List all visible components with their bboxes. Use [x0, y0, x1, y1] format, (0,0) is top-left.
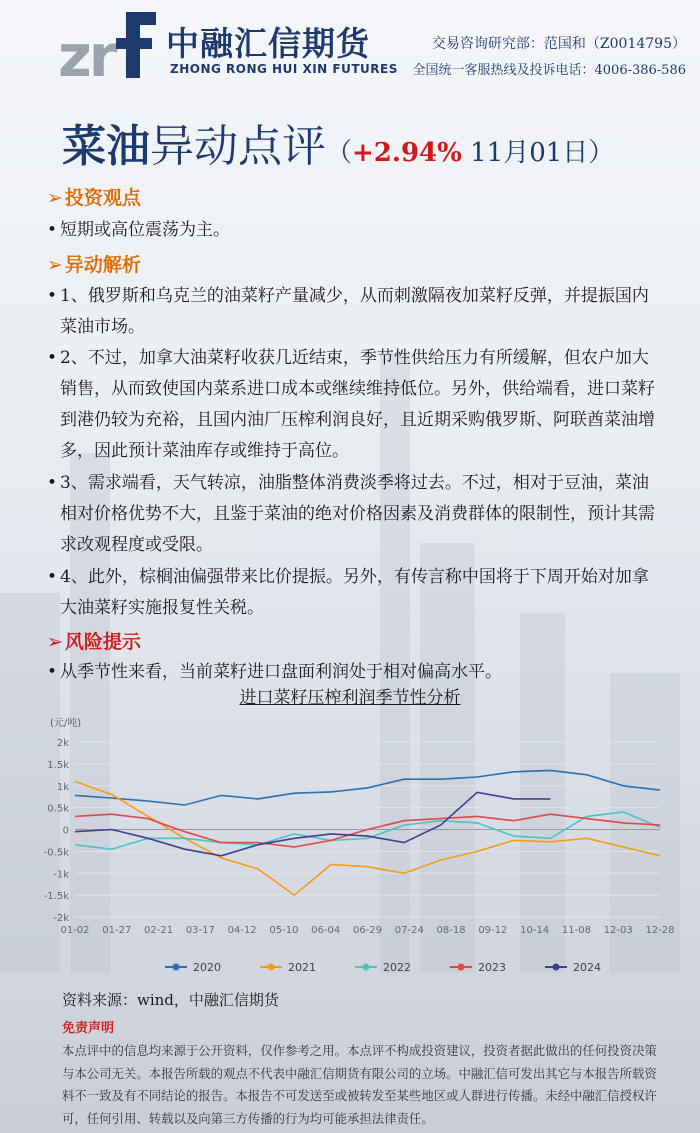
data-source: 资料来源：wind，中融汇信期货: [62, 991, 279, 1009]
y-tick-label: -2k: [53, 913, 69, 924]
svg-text:zr: zr: [58, 22, 115, 83]
arrow-icon: ➢: [47, 254, 63, 276]
legend-marker-2024: [553, 964, 560, 971]
x-tick-label: 11-08: [561, 925, 591, 936]
x-tick-label: 02-21: [144, 925, 174, 936]
y-tick-label: 2k: [56, 738, 69, 749]
arrow-icon: ➢: [47, 187, 63, 209]
bullet-dot: •: [47, 662, 58, 682]
research-dept: 交易咨询研究部：范国和（Z0014795）: [431, 36, 686, 52]
chart-title: 进口菜籽压榨利润季节性分析: [239, 688, 461, 708]
hotline: 全国统一客服热线及投诉电话：4006-386-586: [412, 63, 686, 78]
list-item: • 1、俄罗斯和乌克兰的油菜籽产量减少，从而刺激隔夜加菜籽反弹，并提振国内菜油市场。: [47, 281, 659, 343]
y-tick-label: -0.5k: [43, 847, 69, 859]
y-tick-label: -1.5k: [43, 891, 69, 903]
list-item: • 短期或高位震荡为主。: [47, 215, 659, 246]
legend-marker-2020: [173, 964, 180, 971]
title-paren: （: [326, 138, 353, 168]
title-sub: 异动点评: [150, 121, 326, 172]
y-tick-label: -1k: [53, 869, 69, 881]
section-analysis-heading: ➢ 异动解析: [47, 254, 141, 276]
y-tick-label: 0: [62, 825, 69, 837]
bullet-dot: •: [47, 473, 58, 493]
legend-marker-2023: [458, 964, 465, 971]
bullet-dot: •: [47, 567, 58, 587]
x-tick-label: 01-27: [102, 925, 132, 936]
bullet-dot: •: [47, 348, 58, 368]
disclaimer-text: 本点评中的信息均来源于公开资料，仅作参考之用。本点评不构成投资建议，投资者据此做出的任何投资决策与本公司无关。本报告所载的观点不代表中融汇信期货有限公司的立场。中融汇信可发出其它与本报告所载资料不一致及有不同结论的报告。本报告不可发送至或被转发至某些地区或人群进行传播。未经中融汇信授权许可，任何引用、转载以及向第三方传播的行为均可能承担法律责任。: [62, 1043, 657, 1126]
x-tick-label: 10-14: [520, 925, 550, 936]
x-tick-label: 09-12: [478, 925, 508, 936]
legend-marker-2021: [268, 964, 275, 971]
arrow-icon: ➢: [47, 631, 63, 653]
legend-label: 2020: [193, 961, 221, 974]
x-tick-label: 01-02: [60, 925, 90, 936]
x-tick-label: 06-29: [352, 925, 383, 936]
price-change: +2.94%: [352, 138, 462, 168]
company-logo-mark: [58, 8, 158, 83]
bullet-dot: •: [47, 286, 58, 306]
x-tick-label: 03-17: [185, 925, 215, 936]
disclaimer-title: 免责声明: [62, 1021, 115, 1036]
list-item: • 4、此外，棕榈油偏强带来比价提振。另外，有传言称中国将于下周开始对加拿大油菜籽实施报复性关税。: [47, 562, 659, 624]
x-tick-label: 08-18: [436, 925, 466, 936]
title-date: 11月01日）: [461, 138, 615, 168]
legend-label: 2021: [288, 961, 316, 974]
bullet-dot: •: [47, 220, 58, 240]
header: [0, 0, 700, 95]
section-view-heading: ➢ 投资观点: [47, 187, 141, 209]
series-line-2020: [75, 770, 660, 805]
y-tick-label: 1.5k: [47, 759, 69, 771]
x-tick-label: 12-28: [645, 925, 675, 936]
x-tick-label: 12-03: [603, 925, 633, 936]
list-item: • 2、不过，加拿大油菜籽收获几近结束，季节性供给压力有所缓解，但农户加大销售，从而致使国内菜系进口成本或继续维持低位。另外，供给端看，进口菜籽到港仍较为充裕，且国内油厂压榨利润良好，且近期采购俄罗斯、阿联酋菜油增多，因此预计菜油库存或维持于高位。: [47, 343, 659, 467]
company-name-cn: 中融汇信期货: [166, 24, 370, 63]
y-tick-label: 0.5k: [47, 803, 69, 815]
company-name-en: ZHONG RONG HUI XIN FUTURES: [170, 62, 398, 76]
page-title: [62, 110, 614, 170]
list-item: • 3、需求端看，天气转凉，油脂整体消费淡季将过去。不过，相对于豆油，菜油相对价格优势不大，且鉴于菜油的绝对价格因素及消费群体的限制性，预计其需求改观程度或受限。: [47, 468, 659, 561]
title-main: 菜油: [62, 121, 150, 172]
x-tick-label: 04-12: [227, 925, 257, 936]
legend-label: 2024: [573, 961, 601, 974]
list-item: • 从季节性来看，当前菜籽进口盘面利润处于相对偏高水平。: [47, 657, 659, 688]
legend-marker-2022: [363, 964, 370, 971]
section-risk-heading: ➢ 风险提示: [47, 631, 141, 653]
x-tick-label: 07-24: [394, 925, 424, 936]
x-tick-label: 06-04: [311, 925, 341, 936]
y-axis-unit: (元/吨): [50, 718, 82, 729]
y-tick-label: 1k: [56, 781, 69, 793]
chart-svg: [0, 712, 700, 982]
x-tick-label: 05-10: [269, 925, 299, 936]
legend-label: 2023: [478, 961, 506, 974]
chart: [0, 712, 700, 982]
legend-label: 2022: [383, 961, 411, 974]
